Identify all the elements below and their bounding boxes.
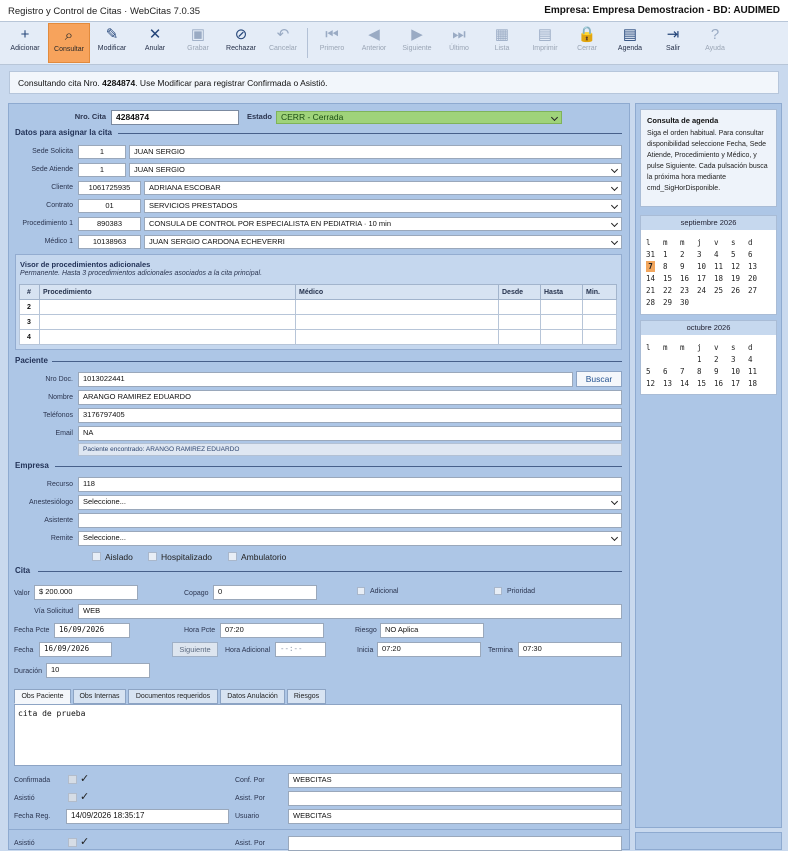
section-paciente-title: Paciente: [15, 356, 48, 365]
duracion-input[interactable]: 10: [46, 663, 150, 678]
toolbar-button-label: Lista: [494, 45, 510, 52]
calendar-october: [640, 320, 777, 395]
toolbar-button-label: Anular: [144, 45, 166, 52]
adicional-checkbox[interactable]: [357, 587, 365, 595]
toolbar-button-label: Agenda: [617, 45, 643, 52]
row-number: 2: [20, 300, 40, 315]
adicional-label: Adicional: [370, 588, 399, 595]
column-header: Médico: [296, 285, 499, 300]
remite-label: Remite: [50, 535, 73, 542]
help-icon: ?: [710, 26, 720, 43]
valor-label: Valor: [14, 590, 30, 597]
table-cell-medico[interactable]: [296, 300, 499, 315]
info-bar: [9, 71, 779, 94]
sede-solicita-label: Sede Solicita: [32, 148, 73, 155]
calendar-day[interactable]: 15: [663, 274, 673, 283]
calendar-day[interactable]: 1: [697, 355, 702, 364]
info-message: Consultando cita Nro. 4284874. Use Modificar para registrar Confirmada o Asistió.: [18, 78, 328, 88]
sede-atiende-code[interactable]: 1: [78, 163, 126, 177]
table-cell-min[interactable]: [583, 330, 617, 345]
toolbar-button-label: Modificar: [97, 45, 127, 52]
toolbar-button-label: Rechazar: [226, 45, 256, 52]
table-row[interactable]: [20, 300, 617, 315]
calendar-day[interactable]: 29: [663, 298, 673, 307]
toolbar-button-adicionar[interactable]: [4, 23, 46, 63]
siguiente-button[interactable]: Siguiente: [172, 642, 218, 657]
procedimiento-code[interactable]: 890383: [78, 217, 141, 231]
conf-por-input[interactable]: WEBCITAS: [288, 773, 622, 788]
calendar-day[interactable]: 25: [714, 286, 724, 295]
table-cell-hasta[interactable]: [541, 300, 583, 315]
toolbar-button-label: Siguiente: [402, 45, 432, 52]
calendar-day[interactable]: 12: [646, 379, 656, 388]
contrato-label: Contrato: [46, 202, 73, 209]
recurso-label: Recurso: [46, 481, 73, 488]
aislado-checkbox[interactable]: [92, 552, 101, 561]
calendar-weekday: s: [731, 343, 736, 352]
usuario-input[interactable]: WEBCITAS: [288, 809, 622, 824]
calendar-weekday: m: [680, 238, 685, 247]
section-divider: [118, 133, 622, 134]
medico-code[interactable]: 10138963: [78, 235, 141, 249]
tab-documentos-requeridos[interactable]: Documentos requeridos: [128, 689, 218, 704]
section-asignar-title: Datos para asignar la cita: [15, 128, 112, 137]
toolbar-separator: [307, 28, 308, 58]
calendar-day[interactable]: 13: [748, 262, 758, 271]
section-divider: [38, 571, 622, 572]
anestesiologo-select[interactable]: Seleccione...: [78, 495, 622, 510]
calendar-month-title: octubre 2026: [641, 321, 776, 335]
fecha-input[interactable]: 16/09/2026: [39, 642, 112, 657]
side-panel: [635, 103, 782, 828]
obs-textarea[interactable]: cita de prueba: [14, 704, 622, 766]
cliente-code[interactable]: 1061725935: [78, 181, 141, 195]
asist-por-input-repeat[interactable]: [288, 836, 622, 851]
confirmada-label: Confirmada: [14, 777, 51, 784]
conf-por-label: Conf. Por: [235, 777, 265, 784]
sede-solicita-code[interactable]: 1: [78, 145, 126, 159]
nombre-input[interactable]: ARANGO RAMIREZ EDUARDO: [78, 390, 622, 405]
calendar-day[interactable]: 15: [697, 379, 707, 388]
toolbar-button--ltimo[interactable]: [438, 23, 480, 63]
calendar-day[interactable]: 26: [731, 286, 741, 295]
inicia-input[interactable]: 07:20: [377, 642, 481, 657]
toolbar-button-anular[interactable]: [134, 23, 176, 63]
toolbar-button-modificar[interactable]: [91, 23, 133, 63]
hora-pcte-input[interactable]: 07:20: [220, 623, 324, 638]
window-title: Registro y Control de Citas · WebCitas 7.0.35: [8, 6, 201, 17]
calendar-weekday: j: [697, 343, 702, 352]
sede-atiende-select[interactable]: JUAN SERGIO: [129, 163, 622, 177]
plus-icon: +: [20, 26, 30, 43]
next-icon: ▶: [411, 26, 423, 43]
section-divider: [52, 361, 622, 362]
tab-obs-internas[interactable]: Obs Internas: [73, 689, 126, 704]
telefonos-input[interactable]: 3176797405: [78, 408, 622, 423]
calendar-day[interactable]: 2: [680, 250, 685, 259]
calendar-day[interactable]: 22: [663, 286, 673, 295]
calendar-day[interactable]: 17: [731, 379, 741, 388]
panel-divider: [8, 829, 630, 830]
toolbar-button-label: Grabar: [187, 45, 209, 52]
fecha-reg-input[interactable]: 14/09/2026 18:35:17: [66, 809, 229, 824]
table-cell-min[interactable]: [583, 315, 617, 330]
calendar-weekday: j: [697, 238, 702, 247]
agenda-icon: ▤: [622, 26, 638, 43]
asist-por-input[interactable]: [288, 791, 622, 806]
exit-icon: ⇥: [666, 26, 680, 43]
prioridad-checkbox[interactable]: [494, 587, 502, 595]
asistio-label: Asistió: [14, 795, 35, 802]
table-cell-procedimiento[interactable]: [40, 300, 296, 315]
hospitalizado-checkbox[interactable]: [148, 552, 157, 561]
calendar-day[interactable]: 20: [748, 274, 758, 283]
riesgo-input[interactable]: NO Aplica: [380, 623, 484, 638]
undo-icon: ↶: [276, 26, 290, 43]
estado-label: Estado: [247, 112, 273, 121]
calendar-day[interactable]: 3: [697, 250, 702, 259]
fecha-reg-label: Fecha Reg.: [14, 813, 51, 820]
toolbar-button-ayuda[interactable]: [694, 23, 736, 63]
column-header: Desde: [499, 285, 541, 300]
calendar-day[interactable]: 5: [646, 367, 651, 376]
list-icon: ▦: [494, 26, 510, 43]
calendar-month-title: septiembre 2026: [641, 216, 776, 230]
calendar-day[interactable]: 10: [697, 262, 707, 271]
calendar-day[interactable]: 21: [646, 286, 656, 295]
toolbar-button-grabar[interactable]: [177, 23, 219, 63]
check-icon: ✓: [80, 836, 90, 848]
calendar-day[interactable]: 19: [731, 274, 741, 283]
calendar-day[interactable]: 17: [697, 274, 707, 283]
calendar-weekday: v: [714, 238, 719, 247]
asistente-label: Asistente: [44, 517, 73, 524]
ambulatorio-label: Ambulatorio: [241, 552, 287, 562]
toolbar-button-cerrar[interactable]: [566, 23, 608, 63]
calendar-weekday: l: [646, 343, 651, 352]
table-cell-medico[interactable]: [296, 330, 499, 345]
pencil-icon: ✎: [105, 26, 119, 43]
fecha-pcte-label: Fecha Pcte: [14, 627, 50, 634]
toolbar-button-lista[interactable]: [481, 23, 523, 63]
calendar-day[interactable]: 5: [731, 250, 736, 259]
tab-datos-anulacion[interactable]: Datos Anulación: [220, 689, 285, 704]
termina-label: Termina: [488, 647, 513, 654]
title-bar: [0, 0, 788, 22]
copago-input[interactable]: 0: [213, 585, 317, 600]
table-row[interactable]: [20, 315, 617, 330]
toolbar: [0, 22, 788, 65]
table-cell-hasta[interactable]: [541, 330, 583, 345]
first-icon: ⏮: [325, 26, 339, 43]
save-icon: ▣: [190, 26, 206, 43]
previous-icon: ◀: [368, 26, 380, 43]
calendar-day[interactable]: 1: [663, 250, 668, 259]
cliente-select[interactable]: ADRIANA ESCOBAR: [144, 181, 622, 195]
calendar-day[interactable]: 8: [697, 367, 702, 376]
toolbar-button-rechazar[interactable]: [220, 23, 262, 63]
table-cell-min[interactable]: [583, 300, 617, 315]
aislado-label: Aislado: [105, 552, 133, 562]
fecha-label: Fecha: [14, 647, 34, 654]
calendar-weekday: l: [646, 238, 651, 247]
table-cell-desde[interactable]: [499, 330, 541, 345]
via-solicitud-input[interactable]: WEB: [78, 604, 622, 619]
close-icon: ✕: [148, 26, 162, 43]
calendar-weekday: s: [731, 238, 736, 247]
anestesiologo-label: Anestesiólogo: [29, 499, 73, 506]
toolbar-button-label: Anterior: [361, 45, 387, 52]
calendar-day-selected[interactable]: 7: [646, 261, 655, 272]
last-icon: ⏭: [452, 26, 466, 43]
nombre-label: Nombre: [48, 394, 73, 401]
calendar-day[interactable]: 4: [714, 250, 719, 259]
calendar-weekday: m: [680, 343, 685, 352]
calendar-day[interactable]: 13: [663, 379, 673, 388]
calendar-day[interactable]: 30: [680, 298, 690, 307]
toolbar-button-label: Consultar: [54, 46, 84, 53]
asistio-checkbox-repeat[interactable]: [68, 838, 77, 847]
check-icon: ✓: [80, 773, 90, 785]
sede-solicita-name[interactable]: JUAN SERGIO: [129, 145, 622, 159]
paciente-encontrado-note: Paciente encontrado: ARANGO RAMIREZ EDUARDO: [78, 443, 622, 456]
hospitalizado-label: Hospitalizado: [161, 552, 213, 562]
tab-riesgos[interactable]: Riesgos: [287, 689, 326, 704]
side-panel-lower: [635, 832, 782, 850]
sede-atiende-label: Sede Atiende: [31, 166, 73, 173]
toolbar-button-agenda[interactable]: [609, 23, 651, 63]
toolbar-button-imprimir[interactable]: [524, 23, 566, 63]
visor-title: Visor de procedimientos adicionales: [20, 260, 151, 269]
section-cita-title: Cita: [15, 566, 31, 575]
calendar-day[interactable]: 4: [748, 355, 753, 364]
calendar-day[interactable]: 2: [714, 355, 719, 364]
procedimiento-select[interactable]: CONSULA DE CONTROL POR ESPECIALISTA EN PEDIATRIA · 10 min: [144, 217, 622, 231]
contrato-select[interactable]: SERVICIOS PRESTADOS: [144, 199, 622, 213]
calendar-day[interactable]: 31: [646, 250, 656, 259]
calendar-day[interactable]: 14: [646, 274, 656, 283]
tab-obs-paciente[interactable]: Obs Paciente: [14, 689, 71, 704]
toolbar-button-label: Primero: [319, 45, 345, 52]
toolbar-button-label: Último: [449, 45, 469, 52]
lock-icon: 🔒: [577, 26, 597, 43]
calendar-weekday: m: [663, 343, 668, 352]
remite-select[interactable]: Seleccione...: [78, 531, 622, 546]
calendar-day[interactable]: 6: [663, 367, 668, 376]
row-number: 3: [20, 315, 40, 330]
toolbar-button-siguiente[interactable]: [396, 23, 438, 63]
procedimiento-label: Procedimiento 1: [22, 220, 73, 227]
column-header: #: [20, 285, 40, 300]
hora-adicional-input[interactable]: --:--: [275, 642, 326, 657]
calendar-september: [640, 215, 777, 315]
visor-table: [19, 284, 617, 345]
calendar-weekday: d: [748, 343, 753, 352]
calendar-day[interactable]: 18: [748, 379, 758, 388]
toolbar-button-label: Salir: [665, 45, 680, 52]
calendar-day[interactable]: 9: [680, 262, 685, 271]
calendar-day[interactable]: 12: [731, 262, 741, 271]
calendar-day[interactable]: 27: [748, 286, 758, 295]
cliente-label: Cliente: [51, 184, 73, 191]
valor-input[interactable]: $ 200.000: [34, 585, 138, 600]
toolbar-button-cancelar[interactable]: [262, 23, 304, 63]
calendar-day[interactable]: 28: [646, 298, 656, 307]
usuario-label: Usuario: [235, 813, 260, 820]
toolbar-button-consultar[interactable]: [48, 23, 90, 63]
estado-select[interactable]: CERR - Cerrada: [276, 111, 562, 124]
agenda-title: Consulta de agenda: [647, 116, 719, 125]
confirmada-checkbox[interactable]: [68, 775, 77, 784]
row-number: 4: [20, 330, 40, 345]
section-empresa-title: Empresa: [15, 461, 49, 470]
calendar-day[interactable]: 18: [714, 274, 724, 283]
table-cell-desde[interactable]: [499, 300, 541, 315]
calendar-weekday: m: [663, 238, 668, 247]
calendar-day[interactable]: 6: [748, 250, 753, 259]
nro-doc-label: Nro Doc.: [45, 376, 73, 383]
agenda-info-box: [640, 109, 777, 207]
section-divider: [55, 466, 622, 467]
table-cell-desde[interactable]: [499, 315, 541, 330]
table-cell-medico[interactable]: [296, 315, 499, 330]
calendar-day[interactable]: 11: [714, 262, 724, 271]
hora-pcte-label: Hora Pcte: [184, 627, 216, 634]
search-icon: ⌕: [64, 27, 74, 44]
table-row[interactable]: [20, 330, 617, 345]
calendar-day[interactable]: 24: [697, 286, 707, 295]
calendar-weekday: v: [714, 343, 719, 352]
calendar-day[interactable]: 7: [680, 367, 685, 376]
toolbar-button-label: Ayuda: [705, 45, 725, 52]
table-cell-procedimiento[interactable]: [40, 330, 296, 345]
calendar-day[interactable]: 16: [714, 379, 724, 388]
asist-por-label: Asist. Por: [235, 795, 265, 802]
toolbar-button-label: Imprimir: [532, 45, 558, 52]
calendar-day[interactable]: 11: [748, 367, 758, 376]
visor-subtitle: Permanente. Hasta 3 procedimientos adicionales asociados a la cita principal.: [20, 270, 263, 277]
calendar-day[interactable]: 3: [731, 355, 736, 364]
via-solicitud-label: Vía Solicitud: [34, 608, 73, 615]
column-header: Hasta: [541, 285, 583, 300]
calendar-day[interactable]: 9: [714, 367, 719, 376]
toolbar-button-salir[interactable]: [652, 23, 694, 63]
nro-cita-input[interactable]: 4284874: [111, 110, 239, 125]
prioridad-label: Prioridad: [507, 588, 536, 595]
calendar-day[interactable]: 8: [663, 262, 668, 271]
company-label: Empresa: Empresa Demostracion - BD: AUDIMED: [544, 5, 780, 16]
column-header: Min.: [583, 285, 617, 300]
calendar-day[interactable]: 14: [680, 379, 690, 388]
print-icon: ▤: [537, 26, 553, 43]
medico-select[interactable]: JUAN SERGIO CARDONA ECHEVERRI: [144, 235, 622, 249]
hora-adicional-label: Hora Adicional: [225, 647, 271, 654]
email-input[interactable]: NA: [78, 426, 622, 441]
riesgo-label: Riesgo: [355, 627, 377, 634]
check-icon: ✓: [80, 791, 90, 803]
toolbar-button-label: Cancelar: [268, 45, 297, 52]
calendar-day[interactable]: 16: [680, 274, 690, 283]
termina-input[interactable]: 07:30: [518, 642, 622, 657]
recurso-input[interactable]: 118: [78, 477, 622, 492]
buscar-button[interactable]: Buscar: [576, 371, 622, 387]
telefonos-label: Teléfonos: [43, 412, 73, 419]
ambulatorio-checkbox[interactable]: [228, 552, 237, 561]
fecha-pcte-input[interactable]: 16/09/2026: [54, 623, 130, 638]
asistente-input[interactable]: [78, 513, 622, 528]
table-cell-hasta[interactable]: [541, 315, 583, 330]
asist-por-label-repeat: Asist. Por: [235, 840, 265, 847]
copago-label: Copago: [184, 590, 209, 597]
toolbar-button-label: Cerrar: [577, 45, 597, 52]
email-label: Email: [55, 430, 73, 437]
toolbar-button-primero[interactable]: [311, 23, 353, 63]
duracion-label: Duración: [14, 668, 43, 675]
toolbar-button-label: Adicionar: [10, 45, 40, 52]
calendar-day[interactable]: 10: [731, 367, 741, 376]
nro-doc-input[interactable]: 1013022441: [78, 372, 573, 387]
toolbar-button-anterior[interactable]: [353, 23, 395, 63]
calendar-day[interactable]: 23: [680, 286, 690, 295]
reject-icon: ⊘: [234, 26, 248, 43]
medico-label: Médico 1: [44, 238, 73, 245]
nro-cita-label: Nro. Cita: [74, 112, 106, 121]
agenda-body: Siga el orden habitual. Para consultar disponibilidad seleccione Fecha, Sede Atiende, Procedimiento y Médico, y pulse Siguiente. Cada pulsación busca la próxima hora mediante cmd_SigHorDisponible.: [647, 130, 768, 192]
table-cell-procedimiento[interactable]: [40, 315, 296, 330]
calendar-weekday: d: [748, 238, 753, 247]
asistio-label-repeat: Asistió: [14, 840, 35, 847]
asistio-checkbox[interactable]: [68, 793, 77, 802]
inicia-label: Inicia: [357, 647, 374, 654]
contrato-code[interactable]: 01: [78, 199, 141, 213]
column-header: Procedimiento: [40, 285, 296, 300]
